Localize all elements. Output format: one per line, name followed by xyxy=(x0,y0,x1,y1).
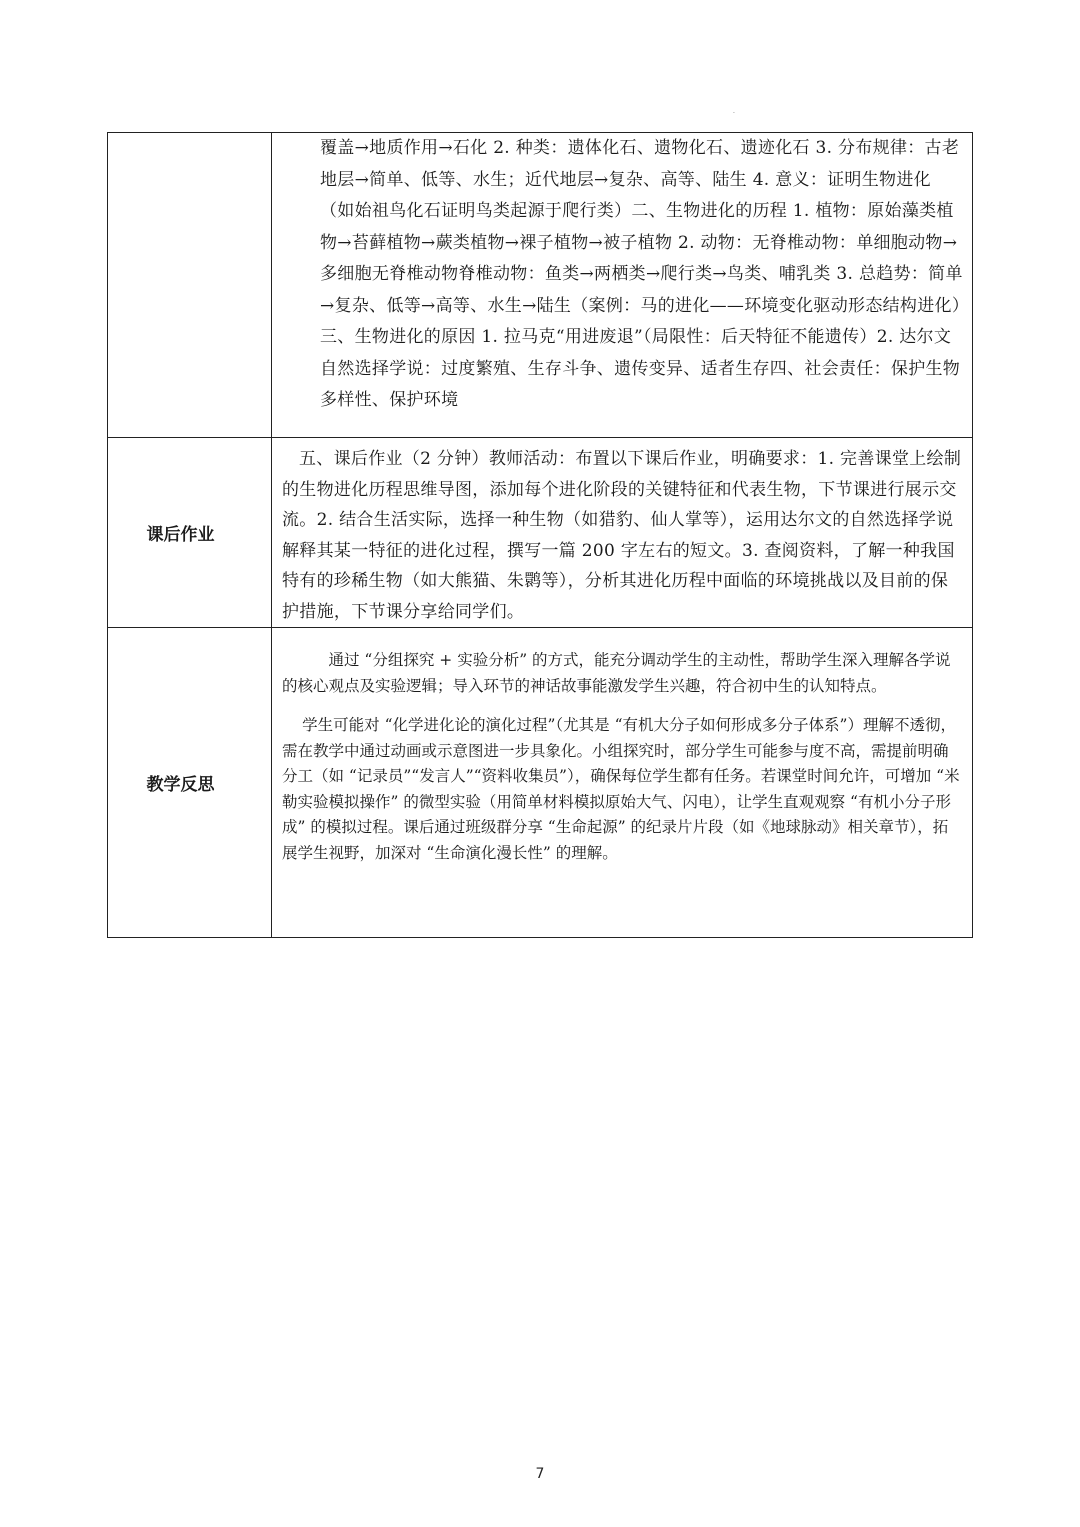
table-row xyxy=(108,438,973,628)
row-content xyxy=(272,628,973,938)
row-content xyxy=(272,438,973,628)
table-row xyxy=(108,628,973,938)
table-row xyxy=(108,133,973,438)
lesson-plan-table xyxy=(107,132,973,938)
row-content xyxy=(272,133,973,438)
content-text: 覆盖→地质作用→石化 2. 种类：遗体化石、遗物化石、遗迹化石 3. 分布规律：古老地层→简单、低等、水生；近代地层→复杂、高等、陆生 4. 意义：证明生物进化（如始祖鸟化石证明鸟类起源于爬行类）二、生物进化的历程 1. 植物：原始藻类植物→苔藓植物→蕨类植物→裸子植物→被子植物 2. 动物：无脊椎动物：单细胞动物→多细胞无脊椎动物脊椎动物：鱼类→两栖类→爬行类→鸟类、哺乳类 3. 总趋势：简单→复杂、低等→高等、水生→陆生（案例：马的进化——环境变化驱动形态结构进化）三、生物进化的原因 1. 拉马克“用进废退”（局限性：后天特征不能遗传）2. 达尔文自然选择学说：过度繁殖、生存斗争、遗传变异、适者生存四、社会责任：保护生物多样性、保护环境 xyxy=(320,138,963,410)
row-label: 教学反思 xyxy=(108,628,272,938)
row-label: 课后作业 xyxy=(108,438,272,628)
reflection-paragraph-1: 通过 “分组探究 + 实验分析” 的方式，能充分调动学生的主动性，帮助学生深入理解各学说的核心观点及实验逻辑；导入环节的神话故事能激发学生兴趣，符合初中生的认知特点。 xyxy=(282,651,951,695)
reflection-paragraph-2: 学生可能对 “化学进化论的演化过程”（尤其是 “有机大分子如何形成多分子体系”）理解不透彻，需在教学中通过动画或示意图进一步具象化。小组探究时，部分学生可能参与度不高，需提前明确分工（如 “记录员”“发言人”“资料收集员”），确保每位学生都有任务。若课堂时间允许，可增加 “米勒实验模拟操作” 的微型实验（用简单材料模拟原始大气、闪电），让学生直观观察 “有机小分子形成” 的模拟过程。课后通过班级群分享 “生命起源” 的纪录片片段（如《地球脉动》相关章节），拓展学生视野，加深对 “生命演化漫长性” 的理解。 xyxy=(282,716,960,862)
top-mark: · xyxy=(733,110,735,117)
homework-text: 五、课后作业（2 分钟）教师活动：布置以下课后作业，明确要求：1. 完善课堂上绘制的生物进化历程思维导图，添加每个进化阶段的关键特征和代表生物，下节课进行展示交流。2. 结合生活实际，选择一种生物（如猎豹、仙人掌等），运用达尔文的自然选择学说解释其某一特征的进化过程，撰写一篇 200 字左右的短文。3. 查阅资料，了解一种我国特有的珍稀生物（如大熊猫、朱鹮等），分析其进化历程中面临的环境挑战以及目前的保护措施，下节课分享给同学们。 xyxy=(282,449,962,622)
page-number: 7 xyxy=(535,1466,545,1482)
row-label xyxy=(108,133,272,438)
